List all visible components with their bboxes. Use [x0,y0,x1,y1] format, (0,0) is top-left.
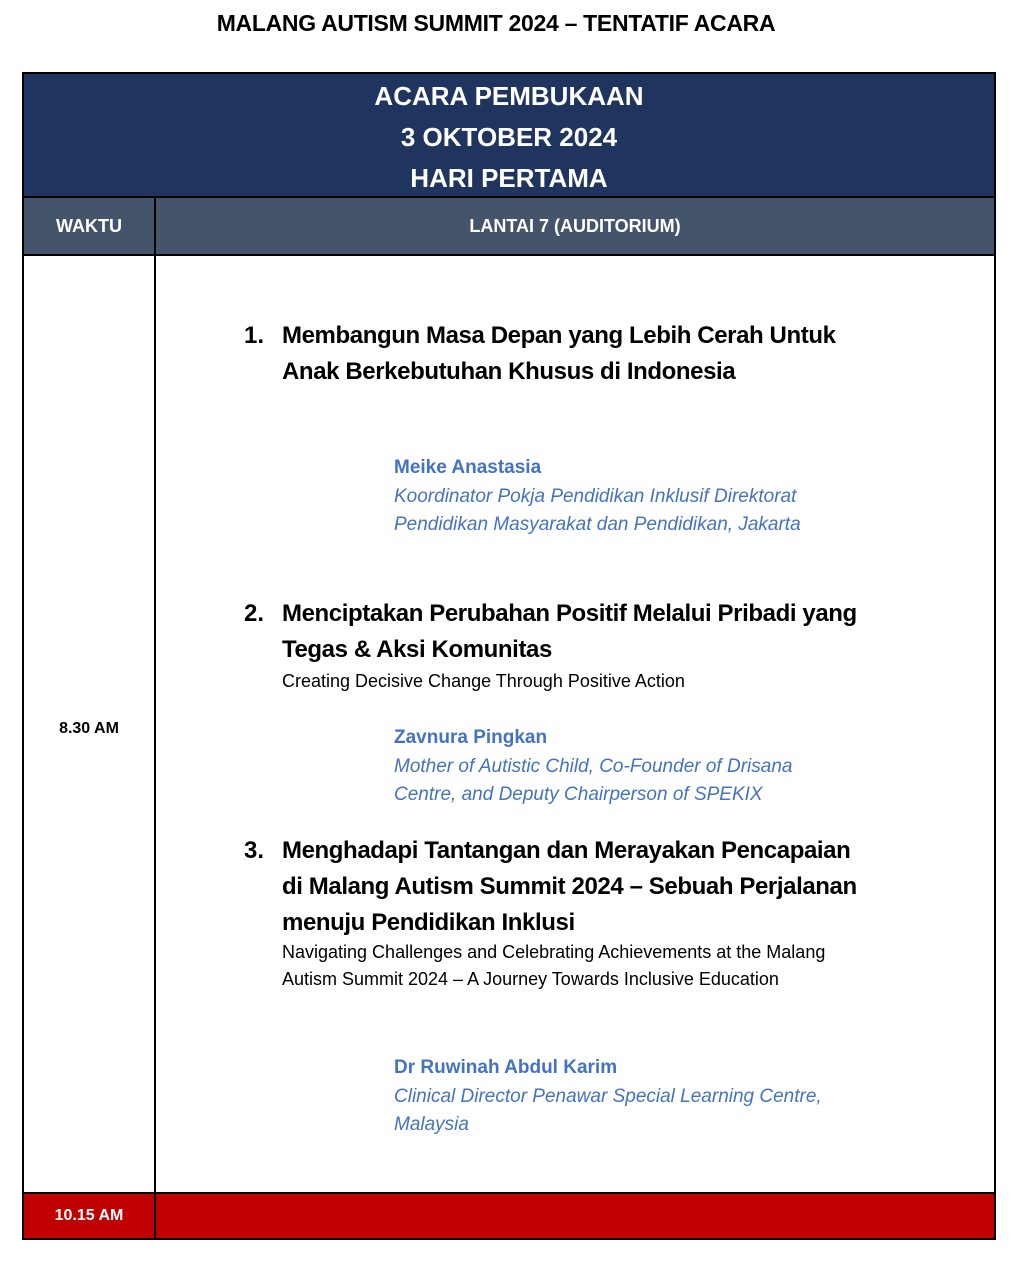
speaker-block [394,724,854,810]
schedule-table [22,72,996,1240]
speaker-role: Clinical Director Penawar Special Learning Centre, Malaysia [394,1085,822,1135]
session-number: 3. [244,837,265,864]
session-subtitle: Navigating Challenges and Celebrating Achievements at the Malang Autism Summit 2024 – A Journey Towards Inclusive Education [282,942,826,989]
header-lantai: LANTAI 7 (AUDITORIUM) [469,216,681,236]
banner-date: 3 OKTOBER 2024 [400,122,618,152]
speaker-block [394,1054,854,1140]
opening-banner [24,74,994,198]
time-cell [24,256,156,1192]
closing-row [24,1194,994,1238]
speaker-name: Zavnura Pingkan [394,727,548,748]
table-header-row [24,198,994,256]
session-number: 2. [244,600,265,627]
session-row [24,256,994,1194]
session-subtitle: Creating Decisive Change Through Positive Action [282,671,685,691]
speaker-role: Koordinator Pokja Pendidikan Inklusif Direktorat Pendidikan Masyarakat dan Pendidikan, Jakarta [394,485,801,535]
session-title: Menciptakan Perubahan Positif Melalui Pribadi yang Tegas & Aksi Komunitas [282,600,857,663]
speaker-name: Meike Anastasia [394,457,542,478]
session-title: Membangun Masa Depan yang Lebih Cerah Untuk Anak Berkebutuhan Khusus di Indonesia [282,322,836,385]
session-title: Menghadapi Tantangan dan Merayakan Pencapaian di Malang Autism Summit 2024 – Sebuah Perjalanan menuju Pendidikan Inklusi [282,837,857,936]
session-time: 8.30 AM [59,720,119,737]
speaker-block [394,454,854,540]
document-title: MALANG AUTISM SUMMIT 2024 – TENTATIF ACARA [216,10,776,36]
banner-day: HARI PERTAMA [410,163,608,193]
banner-event-name: ACARA PEMBUKAAN [374,81,644,111]
header-waktu: WAKTU [24,198,156,254]
closing-time: 10.15 AM [24,1194,156,1238]
speaker-role: Mother of Autistic Child, Co-Founder of Drisana Centre, and Deputy Chairperson of SPEKIX [394,755,793,805]
session-number: 1. [244,322,265,349]
speaker-name: Dr Ruwinah Abdul Karim [394,1057,618,1078]
